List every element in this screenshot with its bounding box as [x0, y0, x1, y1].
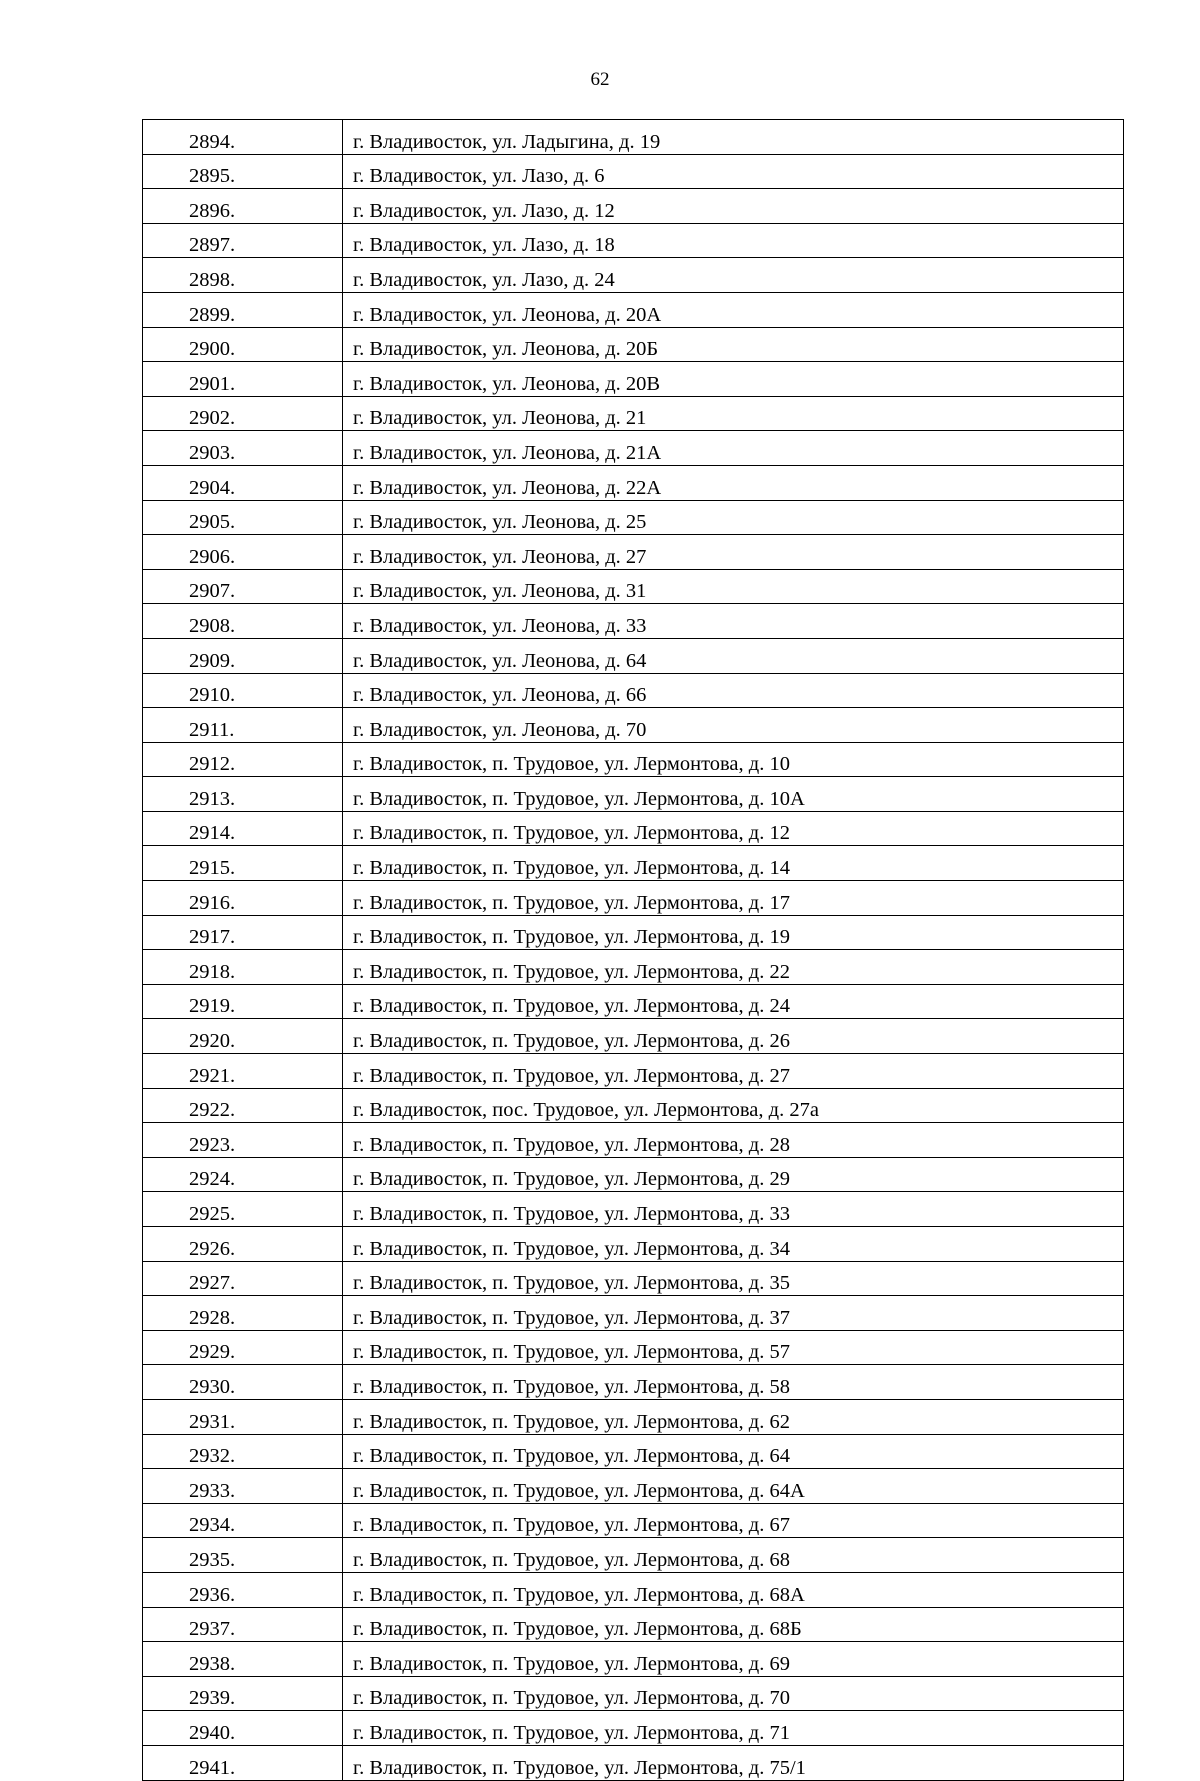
row-number-cell: 2931.	[143, 1399, 343, 1434]
row-number-cell: 2935.	[143, 1538, 343, 1573]
address-cell: г. Владивосток, ул. Леонова, д. 70	[343, 708, 1124, 743]
row-number-cell: 2908.	[143, 604, 343, 639]
row-number-cell: 2929.	[143, 1330, 343, 1365]
table-row	[143, 673, 1124, 708]
row-number-cell: 2920.	[143, 1019, 343, 1054]
table-row	[143, 396, 1124, 431]
row-number-cell: 2905.	[143, 500, 343, 535]
table-row	[143, 1330, 1124, 1365]
row-number-cell: 2925.	[143, 1192, 343, 1227]
row-number-cell: 2898.	[143, 258, 343, 293]
address-cell: г. Владивосток, п. Трудовое, ул. Лермонтова, д. 68А	[343, 1572, 1124, 1607]
table-row	[143, 638, 1124, 673]
table-row	[143, 327, 1124, 362]
address-cell: г. Владивосток, ул. Лазо, д. 6	[343, 154, 1124, 189]
row-number-cell: 2928.	[143, 1296, 343, 1331]
row-number-cell: 2918.	[143, 950, 343, 985]
address-cell: г. Владивосток, п. Трудовое, ул. Лермонтова, д. 10	[343, 742, 1124, 777]
address-cell: г. Владивосток, п. Трудовое, ул. Лермонтова, д. 57	[343, 1330, 1124, 1365]
row-number-cell: 2917.	[143, 915, 343, 950]
table-row	[143, 742, 1124, 777]
table-row	[143, 465, 1124, 500]
address-cell: г. Владивосток, п. Трудовое, ул. Лермонтова, д. 28	[343, 1123, 1124, 1158]
address-cell: г. Владивосток, ул. Леонова, д. 20А	[343, 292, 1124, 327]
row-number-cell: 2924.	[143, 1157, 343, 1192]
address-cell: г. Владивосток, п. Трудовое, ул. Лермонтова, д. 24	[343, 984, 1124, 1019]
address-cell: г. Владивосток, п. Трудовое, ул. Лермонтова, д. 19	[343, 915, 1124, 950]
address-cell: г. Владивосток, ул. Леонова, д. 20Б	[343, 327, 1124, 362]
row-number-cell: 2933.	[143, 1469, 343, 1504]
address-cell: г. Владивосток, п. Трудовое, ул. Лермонтова, д. 75/1	[343, 1745, 1124, 1780]
row-number-cell: 2902.	[143, 396, 343, 431]
address-cell: г. Владивосток, п. Трудовое, ул. Лермонтова, д. 35	[343, 1261, 1124, 1296]
address-cell: г. Владивосток, ул. Леонова, д. 33	[343, 604, 1124, 639]
address-cell: г. Владивосток, п. Трудовое, ул. Лермонтова, д. 68Б	[343, 1607, 1124, 1642]
row-number-cell: 2939.	[143, 1676, 343, 1711]
row-number-cell: 2912.	[143, 742, 343, 777]
row-number-cell: 2938.	[143, 1642, 343, 1677]
table-row	[143, 881, 1124, 916]
row-number-cell: 2895.	[143, 154, 343, 189]
row-number-cell: 2906.	[143, 535, 343, 570]
address-cell: г. Владивосток, п. Трудовое, ул. Лермонтова, д. 29	[343, 1157, 1124, 1192]
address-cell: г. Владивосток, ул. Леонова, д. 27	[343, 535, 1124, 570]
table-row	[143, 1434, 1124, 1469]
table-row	[143, 223, 1124, 258]
address-cell: г. Владивосток, п. Трудовое, ул. Лермонтова, д. 37	[343, 1296, 1124, 1331]
table-row	[143, 1676, 1124, 1711]
table-row	[143, 189, 1124, 224]
row-number-cell: 2930.	[143, 1365, 343, 1400]
table-row	[143, 950, 1124, 985]
address-cell: г. Владивосток, п. Трудовое, ул. Лермонтова, д. 68	[343, 1538, 1124, 1573]
row-number-cell: 2927.	[143, 1261, 343, 1296]
row-number-cell: 2907.	[143, 569, 343, 604]
address-cell: г. Владивосток, п. Трудовое, ул. Лермонтова, д. 27	[343, 1054, 1124, 1089]
row-number-cell: 2913.	[143, 777, 343, 812]
row-number-cell: 2916.	[143, 881, 343, 916]
table-row	[143, 1296, 1124, 1331]
row-number-cell: 2915.	[143, 846, 343, 881]
address-cell: г. Владивосток, п. Трудовое, ул. Лермонтова, д. 22	[343, 950, 1124, 985]
address-cell: г. Владивосток, п. Трудовое, ул. Лермонтова, д. 64	[343, 1434, 1124, 1469]
table-row	[143, 1365, 1124, 1400]
row-number-cell: 2910.	[143, 673, 343, 708]
row-number-cell: 2914.	[143, 811, 343, 846]
table-row	[143, 1123, 1124, 1158]
address-cell: г. Владивосток, п. Трудовое, ул. Лермонтова, д. 62	[343, 1399, 1124, 1434]
row-number-cell: 2941.	[143, 1745, 343, 1780]
table-row	[143, 1538, 1124, 1573]
address-table	[142, 119, 1124, 1781]
address-cell: г. Владивосток, ул. Лазо, д. 24	[343, 258, 1124, 293]
address-cell: г. Владивосток, п. Трудовое, ул. Лермонтова, д. 58	[343, 1365, 1124, 1400]
row-number-cell: 2932.	[143, 1434, 343, 1469]
address-cell: г. Владивосток, п. Трудовое, ул. Лермонтова, д. 71	[343, 1711, 1124, 1746]
row-number-cell: 2901.	[143, 362, 343, 397]
row-number-cell: 2904.	[143, 465, 343, 500]
address-cell: г. Владивосток, ул. Леонова, д. 31	[343, 569, 1124, 604]
row-number-cell: 2909.	[143, 638, 343, 673]
table-row	[143, 1572, 1124, 1607]
address-cell: г. Владивосток, ул. Лазо, д. 18	[343, 223, 1124, 258]
address-cell: г. Владивосток, п. Трудовое, ул. Лермонтова, д. 64А	[343, 1469, 1124, 1504]
row-number-cell: 2900.	[143, 327, 343, 362]
address-cell: г. Владивосток, ул. Леонова, д. 21А	[343, 431, 1124, 466]
row-number-cell: 2903.	[143, 431, 343, 466]
table-row	[143, 708, 1124, 743]
address-cell: г. Владивосток, ул. Ладыгина, д. 19	[343, 120, 1124, 155]
table-row	[143, 1261, 1124, 1296]
address-cell: г. Владивосток, п. Трудовое, ул. Лермонтова, д. 10А	[343, 777, 1124, 812]
row-number-cell: 2926.	[143, 1227, 343, 1262]
table-row	[143, 1192, 1124, 1227]
address-cell: г. Владивосток, пос. Трудовое, ул. Лермонтова, д. 27а	[343, 1088, 1124, 1123]
address-cell: г. Владивосток, ул. Леонова, д. 66	[343, 673, 1124, 708]
table-row	[143, 811, 1124, 846]
row-number-cell: 2936.	[143, 1572, 343, 1607]
table-row	[143, 604, 1124, 639]
table-row	[143, 1642, 1124, 1677]
row-number-cell: 2919.	[143, 984, 343, 1019]
address-table-body	[143, 120, 1124, 1781]
address-cell: г. Владивосток, п. Трудовое, ул. Лермонтова, д. 67	[343, 1503, 1124, 1538]
address-cell: г. Владивосток, ул. Леонова, д. 25	[343, 500, 1124, 535]
row-number-cell: 2896.	[143, 189, 343, 224]
table-row	[143, 120, 1124, 155]
row-number-cell: 2921.	[143, 1054, 343, 1089]
table-row	[143, 1157, 1124, 1192]
address-cell: г. Владивосток, ул. Леонова, д. 20В	[343, 362, 1124, 397]
row-number-cell: 2937.	[143, 1607, 343, 1642]
address-cell: г. Владивосток, п. Трудовое, ул. Лермонтова, д. 26	[343, 1019, 1124, 1054]
table-row	[143, 258, 1124, 293]
table-row	[143, 777, 1124, 812]
row-number-cell: 2911.	[143, 708, 343, 743]
table-row	[143, 535, 1124, 570]
table-row	[143, 1469, 1124, 1504]
table-row	[143, 984, 1124, 1019]
table-row	[143, 1399, 1124, 1434]
table-row	[143, 1503, 1124, 1538]
address-cell: г. Владивосток, ул. Лазо, д. 12	[343, 189, 1124, 224]
address-cell: г. Владивосток, п. Трудовое, ул. Лермонтова, д. 17	[343, 881, 1124, 916]
table-row	[143, 1745, 1124, 1780]
table-row	[143, 846, 1124, 881]
table-row	[143, 1607, 1124, 1642]
address-cell: г. Владивосток, п. Трудовое, ул. Лермонтова, д. 69	[343, 1642, 1124, 1677]
table-row	[143, 1227, 1124, 1262]
row-number-cell: 2899.	[143, 292, 343, 327]
row-number-cell: 2894.	[143, 120, 343, 155]
table-row	[143, 362, 1124, 397]
row-number-cell: 2923.	[143, 1123, 343, 1158]
table-row	[143, 915, 1124, 950]
page-number: 62	[590, 69, 610, 90]
address-cell: г. Владивосток, п. Трудовое, ул. Лермонтова, д. 70	[343, 1676, 1124, 1711]
address-cell: г. Владивосток, п. Трудовое, ул. Лермонтова, д. 14	[343, 846, 1124, 881]
row-number-cell: 2940.	[143, 1711, 343, 1746]
table-row	[143, 292, 1124, 327]
table-row	[143, 154, 1124, 189]
table-row	[143, 500, 1124, 535]
address-cell: г. Владивосток, п. Трудовое, ул. Лермонтова, д. 33	[343, 1192, 1124, 1227]
table-row	[143, 569, 1124, 604]
table-row	[143, 1019, 1124, 1054]
table-row	[143, 1054, 1124, 1089]
address-cell: г. Владивосток, п. Трудовое, ул. Лермонтова, д. 34	[343, 1227, 1124, 1262]
table-row	[143, 1711, 1124, 1746]
address-cell: г. Владивосток, п. Трудовое, ул. Лермонтова, д. 12	[343, 811, 1124, 846]
address-cell: г. Владивосток, ул. Леонова, д. 64	[343, 638, 1124, 673]
row-number-cell: 2922.	[143, 1088, 343, 1123]
row-number-cell: 2934.	[143, 1503, 343, 1538]
row-number-cell: 2897.	[143, 223, 343, 258]
table-row	[143, 1088, 1124, 1123]
address-cell: г. Владивосток, ул. Леонова, д. 22А	[343, 465, 1124, 500]
table-row	[143, 431, 1124, 466]
address-cell: г. Владивосток, ул. Леонова, д. 21	[343, 396, 1124, 431]
